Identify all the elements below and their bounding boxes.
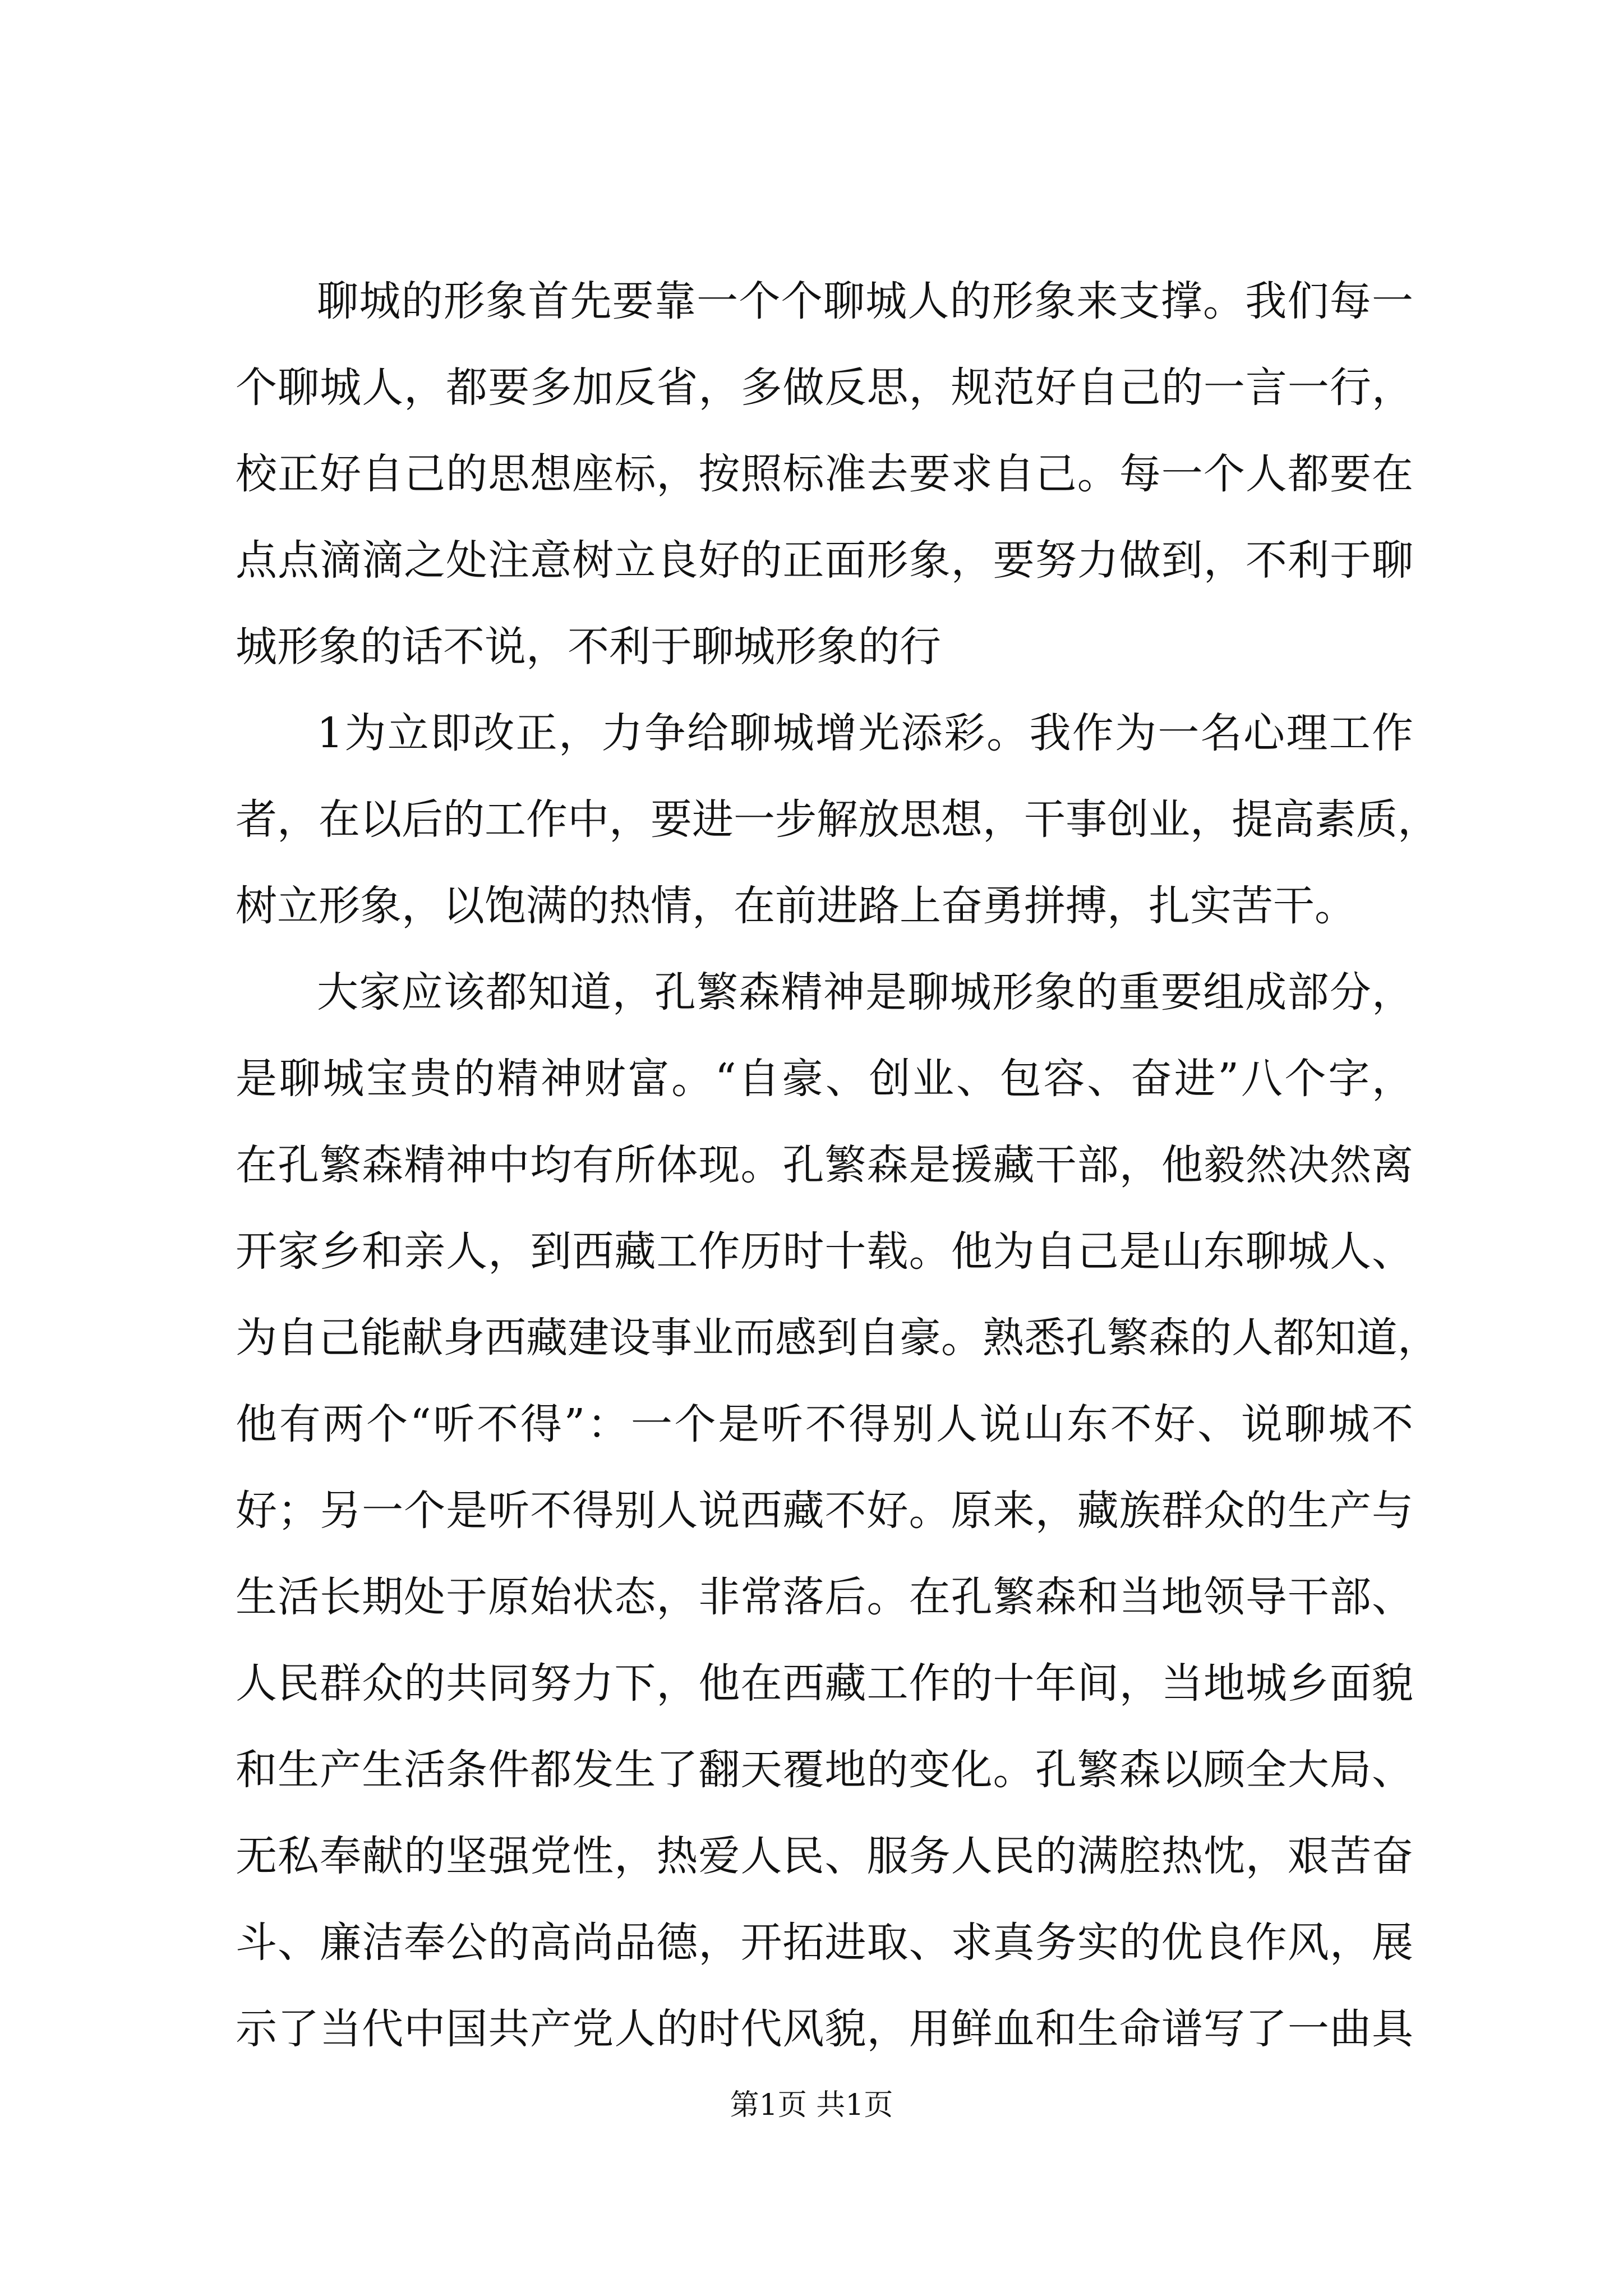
text-line: 他有两个“听不得”：一个是听不得别人说山东不好、说聊城不: [236, 1400, 1413, 1448]
text-line: 个聊城人，都要多加反省，多做反思，规范好自己的一言一行，: [236, 364, 1413, 412]
text-line: 城形象的话不说，不利于聊城形象的行: [236, 623, 941, 671]
text-line: 示了当代中国共产党人的时代风貌，用鲜血和生命谱写了一曲具: [236, 2005, 1413, 2053]
text-line: 树立形象，以饱满的热情，在前进路上奋勇拼搏，扎实苦干。: [236, 882, 1356, 930]
text-line: 大家应该都知道，孔繁森精神是聊城形象的重要组成部分，: [317, 968, 1413, 1016]
text-line: 生活长期处于原始状态，非常落后。在孔繁森和当地领导干部、: [236, 1573, 1413, 1621]
text-line: 者，在以后的工作中，要进一步解放思想，干事创业，提高素质，: [236, 795, 1439, 844]
text-line: 1为立即改正，力争给聊城增光添彩。我作为一名心理工作: [317, 709, 1413, 757]
text-line: 人民群众的共同努力下，他在西藏工作的十年间，当地城乡面貌: [236, 1659, 1413, 1708]
text-line: 斗、廉洁奉公的高尚品德，开拓进取、求真务实的优良作风，展: [236, 1918, 1413, 1967]
text-line: 好；另一个是听不得别人说西藏不好。原来，藏族群众的生产与: [236, 1487, 1413, 1535]
text-line: 为自己能献身西藏建设事业而感到自豪。熟悉孔繁森的人都知道，: [236, 1314, 1439, 1362]
text-line: 无私奉献的坚强党性，热爱人民、服务人民的满腔热忱，艰苦奋: [236, 1832, 1413, 1880]
page-number-footer: 第1页 共1页: [730, 2088, 893, 2122]
text-line: 聊城的形象首先要靠一个个聊城人的形象来支撑。我们每一: [317, 277, 1413, 325]
text-line: 校正好自己的思想座标，按照标准去要求自己。每一个人都要在: [236, 450, 1413, 498]
text-line: 点点滴滴之处注意树立良好的正面形象，要努力做到，不利于聊: [236, 536, 1413, 585]
text-line: 在孔繁森精神中均有所体现。孔繁森是援藏干部，他毅然决然离: [236, 1141, 1413, 1189]
text-line: 开家乡和亲人，到西藏工作历时十载。他为自己是山东聊城人、: [236, 1227, 1413, 1276]
text-line: 和生产生活条件都发生了翻天覆地的变化。孔繁森以顾全大局、: [236, 1746, 1413, 1794]
text-line: 是聊城宝贵的精神财富。“自豪、创业、包容、奋进”八个字，: [236, 1055, 1413, 1103]
